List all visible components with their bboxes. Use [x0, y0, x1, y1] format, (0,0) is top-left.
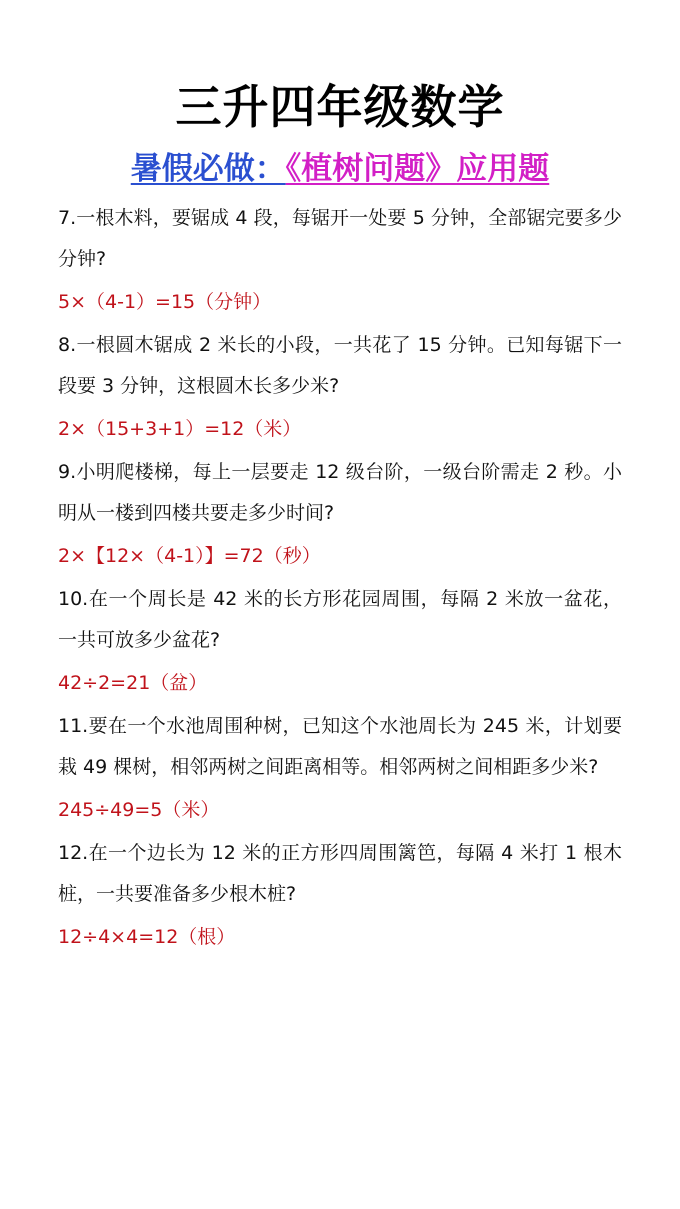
page-subtitle [58, 148, 622, 190]
problem-answer: 5×（4-1）=15（分钟） [58, 291, 272, 313]
problem-answer: 42÷2=21（盆） [58, 672, 208, 694]
problem-question: 11.要在一个水池周围种树，已知这个水池周长为 245 米，计划要栽 49 棵树，相邻两树之间距离相等。相邻两树之间相距多少米? [58, 715, 622, 778]
subtitle-topic: 《植树问题》应用题 [285, 151, 550, 187]
problem-question: 7.一根木料，要锯成 4 段，每锯开一处要 5 分钟，全部锯完要多少分钟? [58, 207, 622, 270]
problem-answer: 2×【12×（4-1）】=72（秒） [58, 545, 321, 567]
problem-item [58, 833, 622, 958]
problem-question: 12.在一个边长为 12 米的正方形四周围篱笆，每隔 4 米打 1 根木桩，一共要准备多少根木桩? [58, 842, 622, 905]
problem-item [58, 579, 622, 704]
problem-item [58, 706, 622, 831]
problem-answer: 245÷49=5（米） [58, 799, 220, 821]
page-title: 三升四年级数学 [175, 80, 505, 134]
subtitle-prefix: 暑假必做： [130, 151, 286, 187]
problem-question: 9.小明爬楼梯，每上一层要走 12 级台阶，一级台阶需走 2 秒。小明从一楼到四楼共要走多少时间? [58, 461, 622, 524]
problem-item [58, 452, 622, 577]
problem-list [58, 198, 622, 958]
problem-item [58, 198, 622, 323]
problem-answer: 12÷4×4=12（根） [58, 926, 236, 948]
problem-question: 10.在一个周长是 42 米的长方形花园周围，每隔 2 米放一盆花，一共可放多少盆花? [58, 588, 622, 651]
problem-item [58, 325, 622, 450]
problem-answer: 2×（15+3+1）=12（米） [58, 418, 302, 440]
problem-question: 8.一根圆木锯成 2 米长的小段，一共花了 15 分钟。已知每锯下一段要 3 分钟，这根圆木长多少米? [58, 334, 622, 397]
